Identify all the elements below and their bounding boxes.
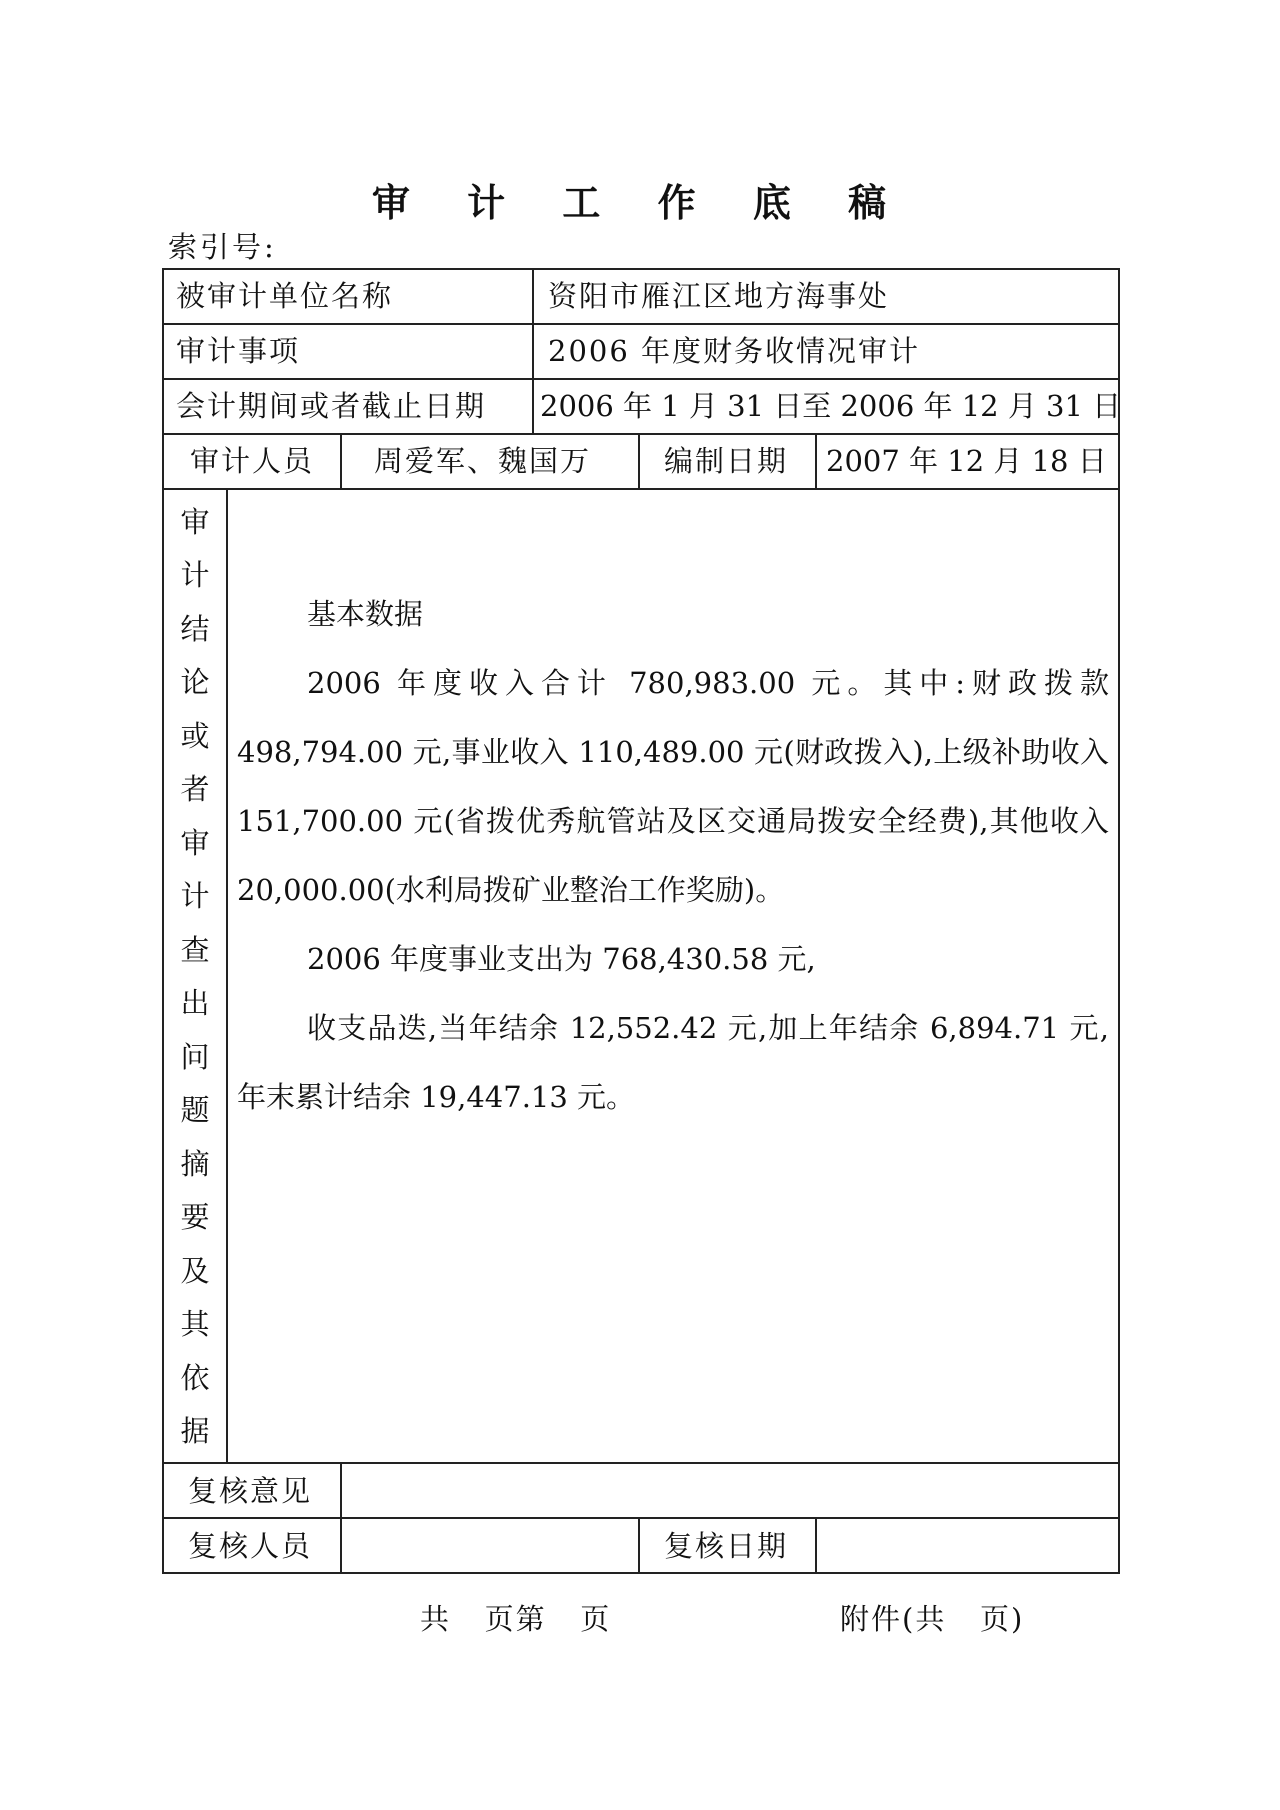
paragraph-balance: 收支品迭,当年结余 12,552.42 元,加上年结余 6,894.71 元,年末累计结余 19,447.13 元。	[237, 1011, 1109, 1114]
row-divider	[164, 433, 1118, 435]
unit-name-label: 被审计单位名称	[176, 279, 394, 313]
reviewer-label: 复核人员	[188, 1529, 313, 1563]
page-count: 共 页第 页	[420, 1602, 612, 1636]
side-label-char: 题	[180, 1093, 210, 1128]
side-label-char: 摘	[180, 1146, 210, 1181]
column-divider	[815, 433, 817, 488]
column-divider	[340, 433, 342, 488]
conclusion-body	[237, 580, 1109, 1132]
side-label-char: 要	[180, 1200, 210, 1235]
review-date-label: 复核日期	[664, 1529, 789, 1563]
column-divider	[815, 1517, 817, 1574]
preparation-date-label: 编制日期	[664, 444, 789, 478]
side-label-char: 计	[180, 558, 210, 593]
attachment-count: 附件(共 页)	[840, 1602, 1025, 1636]
paragraph-heading: 基本数据	[307, 597, 424, 631]
side-label-char: 结	[180, 611, 210, 646]
side-label-char: 或	[180, 718, 210, 753]
unit-name-value: 资阳市雁江区地方海事处	[548, 279, 890, 313]
row-divider	[164, 378, 1118, 380]
side-label-char: 查	[180, 932, 210, 967]
side-label-char: 者	[180, 772, 210, 807]
side-label-char: 据	[180, 1413, 210, 1448]
audit-matter-value: 2006 年度财务收情况审计	[548, 334, 921, 368]
side-label-char: 问	[180, 1039, 210, 1074]
side-label-char: 审	[180, 505, 210, 539]
side-label-char: 及	[180, 1253, 210, 1288]
auditor-label: 审计人员	[190, 444, 315, 478]
audit-matter-label: 审计事项	[176, 334, 301, 368]
column-divider	[532, 270, 534, 433]
row-divider	[164, 323, 1118, 325]
side-label-char: 计	[180, 879, 210, 914]
paragraph-expenditure: 2006 年度事业支出为 768,430.58 元,	[307, 942, 816, 976]
side-label-char: 其	[180, 1307, 210, 1342]
column-divider	[638, 1517, 640, 1574]
review-opinion-label: 复核意见	[188, 1474, 313, 1508]
side-label-char: 论	[180, 665, 210, 700]
column-divider	[226, 488, 228, 1462]
row-divider	[164, 488, 1118, 490]
row-divider	[164, 1517, 1118, 1519]
side-label-char: 审	[180, 825, 210, 860]
conclusion-side-label	[164, 492, 226, 1462]
accounting-period-value: 2006 年 1 月 31 日至 2006 年 12 月 31 日	[540, 389, 1122, 423]
audit-workpaper-table	[162, 268, 1120, 1574]
page-title: 审 计 工 作 底 稿	[371, 180, 909, 225]
side-label-char: 出	[180, 986, 210, 1021]
accounting-period-label: 会计期间或者截止日期	[176, 389, 487, 423]
paragraph-income: 2006 年度收入合计 780,983.00 元。其中:财政拨款 498,794.00 元,事业收入 110,489.00 元(财政拨入),上级补助收入 151,700.00 元(省拨优秀航管站及区交通局拨安全经费),其他收入 20,000.00(水利局拨矿业整治工作奖励)。	[237, 666, 1109, 907]
preparation-date-value: 2007 年 12 月 18 日	[826, 444, 1107, 478]
side-label-char: 依	[180, 1360, 210, 1395]
index-number-label: 索引号:	[168, 230, 277, 264]
row-divider	[164, 1462, 1118, 1464]
column-divider	[340, 1462, 342, 1574]
column-divider	[638, 433, 640, 488]
auditor-value: 周爱军、魏国万	[374, 444, 592, 478]
